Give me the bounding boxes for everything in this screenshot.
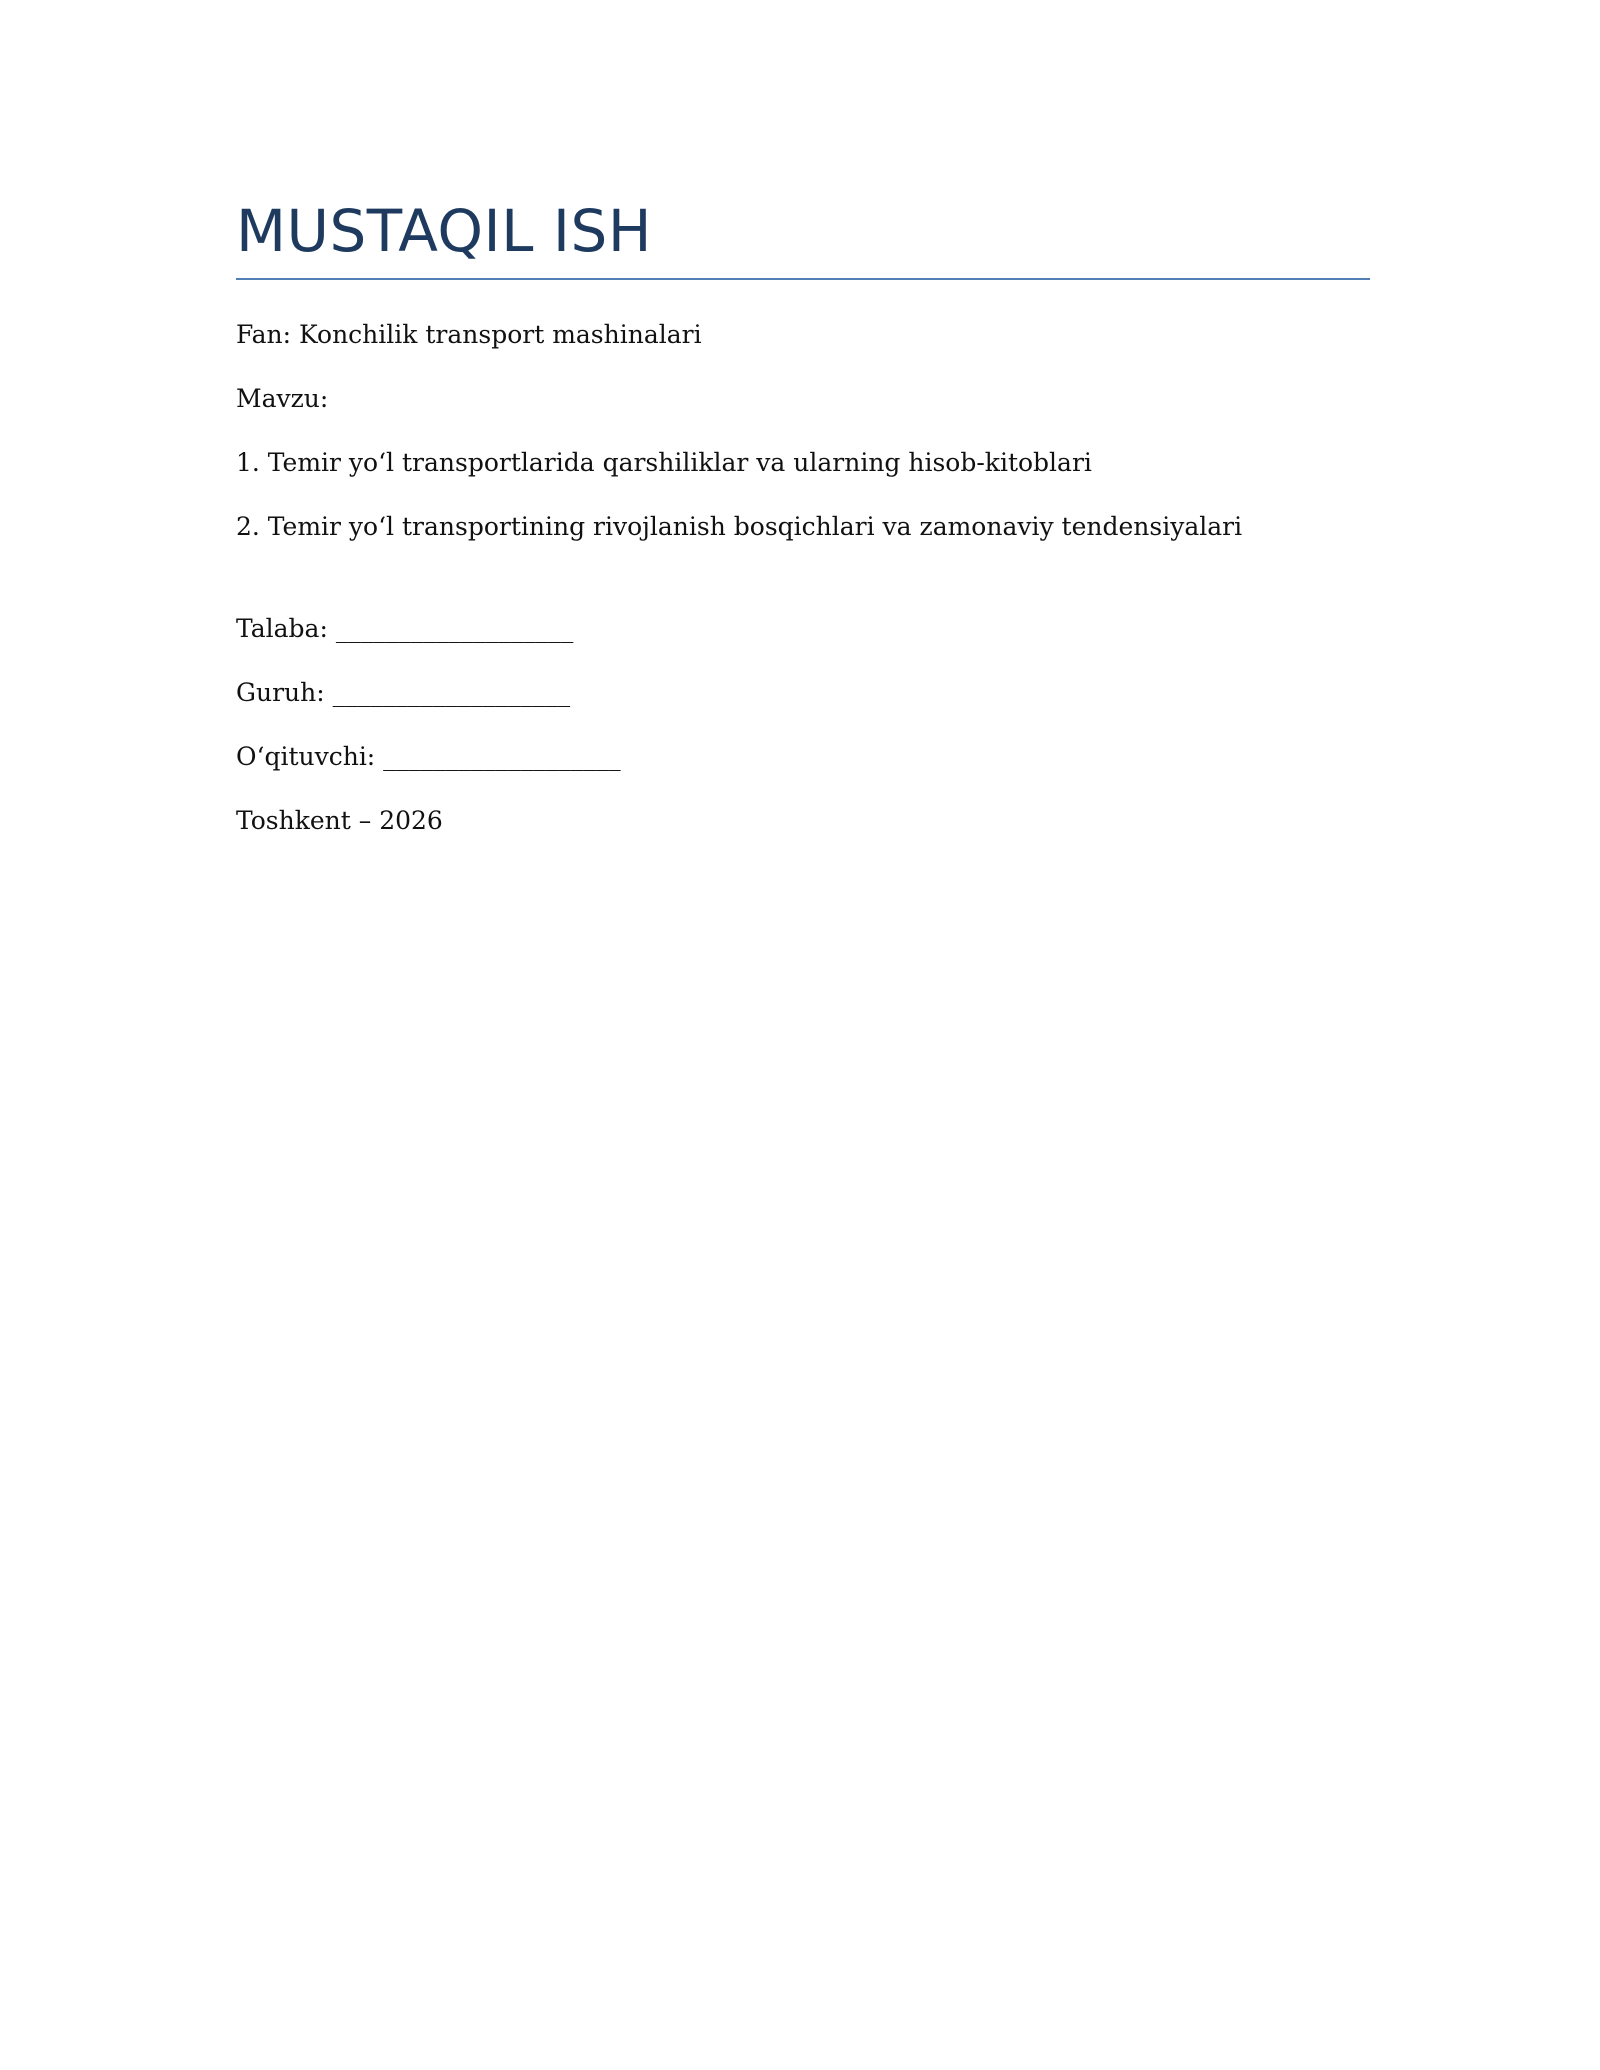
student-line: Talaba: ___________________: [236, 614, 574, 643]
document-title: MUSTAQIL ISH: [236, 197, 652, 265]
topic-item-1: 1. Temir yo‘l transportlarida qarshiliklar va ularning hisob-kitoblari: [236, 448, 1092, 477]
topic-item-2: 2. Temir yo‘l transportining rivojlanish bosqichlari va zamonaviy tendensiyalari: [236, 512, 1243, 541]
group-line: Guruh: ___________________: [236, 678, 571, 707]
document-body: [236, 196, 1370, 838]
subject-line: Fan: Konchilik transport mashinalari: [236, 320, 702, 349]
topic-label: Mavzu:: [236, 384, 329, 413]
teacher-line: O‘qituvchi: ___________________: [236, 742, 621, 771]
title-underline: [236, 278, 1370, 280]
city-year-line: Toshkent – 2026: [236, 806, 443, 835]
